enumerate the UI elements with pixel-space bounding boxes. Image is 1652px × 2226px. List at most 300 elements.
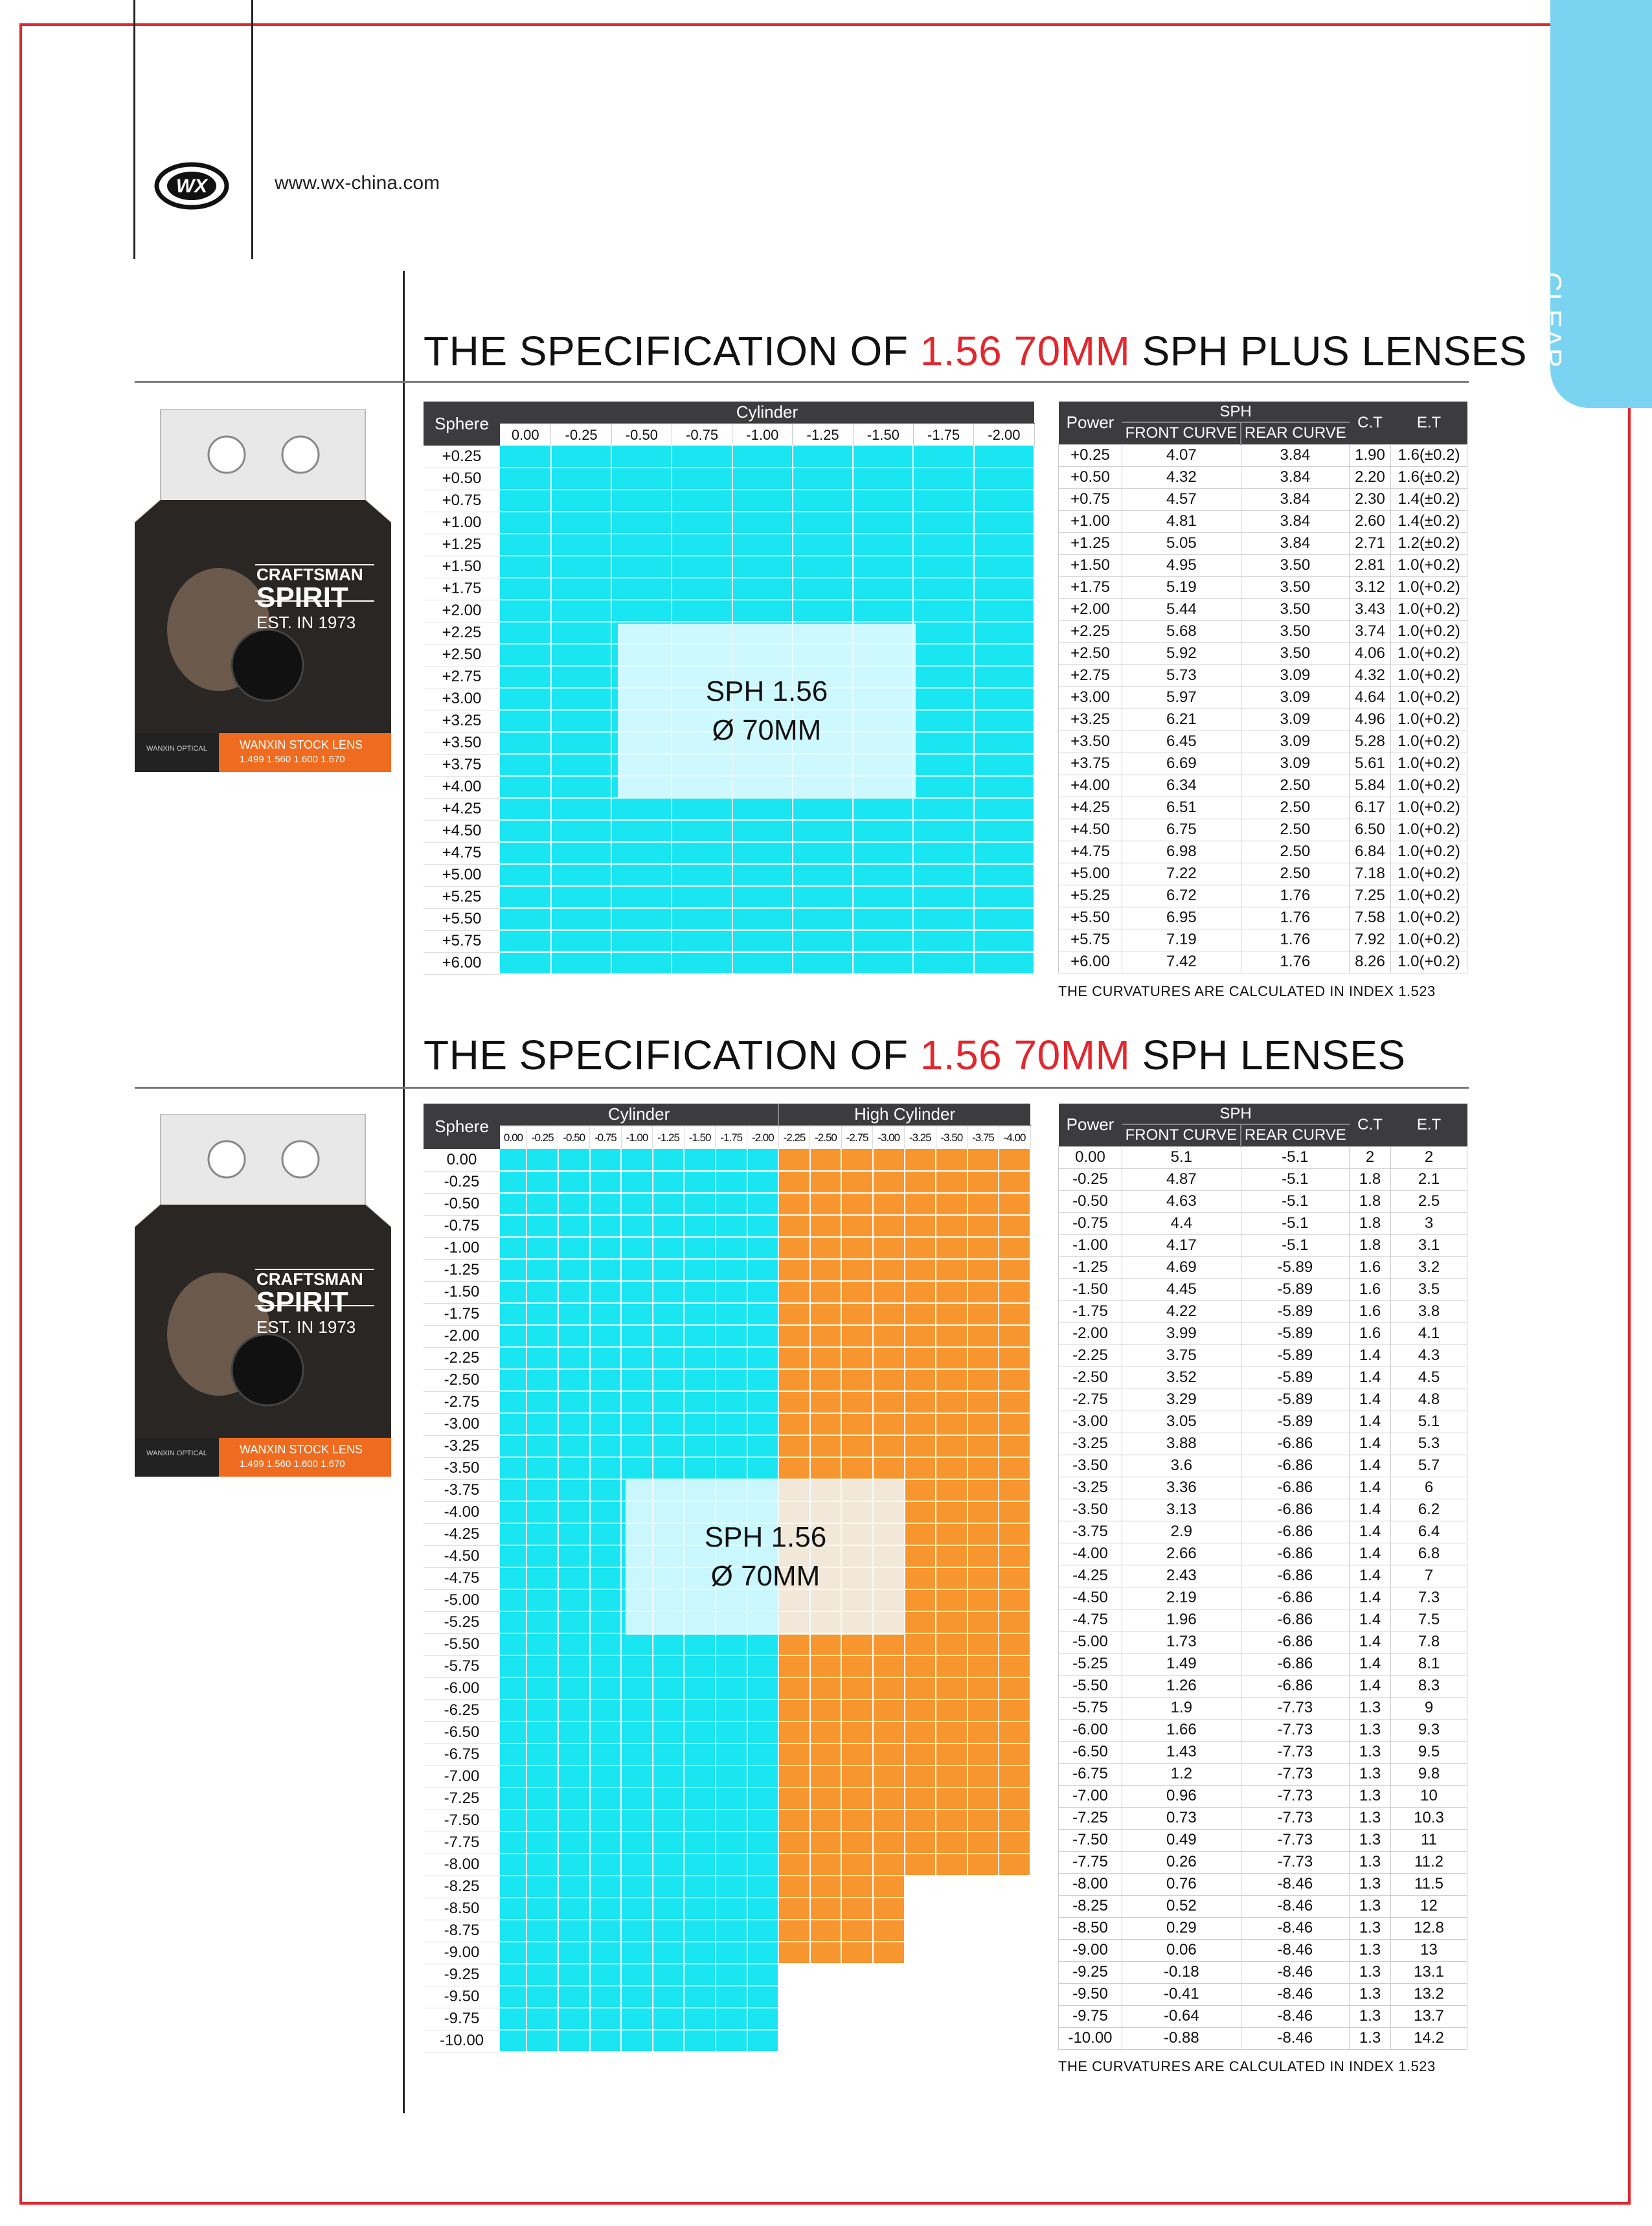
availability-cell bbox=[913, 512, 973, 534]
availability-cell bbox=[672, 930, 732, 952]
availability-cell bbox=[653, 1743, 685, 1766]
high-availability-cell bbox=[967, 1655, 999, 1677]
availability-cell bbox=[913, 842, 973, 864]
plus-index-note: THE CURVATURES ARE CALCULATED IN INDEX 1.523 bbox=[1058, 983, 1436, 999]
ct-value: 1.8 bbox=[1350, 1190, 1391, 1212]
power-value: +2.25 bbox=[1059, 620, 1122, 642]
high-availability-cell bbox=[873, 1391, 905, 1413]
availability-cell bbox=[500, 1766, 526, 1788]
availability-cell bbox=[500, 1413, 526, 1435]
availability-cell bbox=[500, 952, 551, 974]
high-availability-cell bbox=[873, 1435, 905, 1457]
high-availability-cell bbox=[841, 1876, 873, 1898]
front-curve-value: 4.81 bbox=[1122, 510, 1241, 532]
ct-value: 1.4 bbox=[1350, 1631, 1391, 1653]
front-curve-value: 4.32 bbox=[1122, 466, 1241, 488]
availability-cell bbox=[716, 1788, 747, 1810]
sphere-value: +0.50 bbox=[424, 468, 500, 490]
high-availability-cell bbox=[967, 1325, 999, 1347]
availability-cell bbox=[974, 842, 1034, 864]
table-row bbox=[1059, 1278, 1467, 1300]
ct-value: 1.4 bbox=[1350, 1543, 1391, 1565]
availability-cell bbox=[500, 1611, 526, 1633]
availability-cell bbox=[500, 1303, 526, 1325]
availability-cell bbox=[500, 1677, 526, 1699]
availability-cell bbox=[684, 1898, 716, 1920]
high-availability-cell bbox=[967, 1523, 999, 1545]
availability-cell bbox=[747, 1898, 779, 1920]
package-craftsman-text-2: CRAFTSMAN bbox=[256, 1269, 363, 1289]
availability-cell bbox=[526, 1523, 558, 1545]
availability-cell bbox=[913, 600, 973, 622]
front-curve-value: 1.43 bbox=[1122, 1741, 1241, 1763]
availability-cell bbox=[621, 1457, 653, 1479]
availability-cell bbox=[653, 1876, 685, 1898]
availability-cell bbox=[684, 1920, 716, 1942]
grid-row bbox=[424, 1898, 1030, 1920]
sphere-value: +0.25 bbox=[424, 446, 500, 468]
rear-curve-value: -6.86 bbox=[1241, 1565, 1349, 1587]
et-value: 3.2 bbox=[1391, 1256, 1467, 1278]
availability-cell bbox=[747, 1325, 779, 1347]
availability-cell bbox=[672, 886, 732, 908]
availability-cell bbox=[747, 2030, 779, 2052]
availability-cell bbox=[974, 600, 1034, 622]
ct-value: 8.26 bbox=[1350, 951, 1391, 973]
availability-cell bbox=[500, 600, 551, 622]
availability-cell bbox=[974, 798, 1034, 820]
table-row bbox=[1059, 1543, 1467, 1565]
sphere-value: +1.75 bbox=[424, 578, 500, 600]
availability-cell bbox=[913, 468, 973, 490]
front-curve-value: 0.06 bbox=[1122, 1939, 1241, 1961]
et-value: 11 bbox=[1391, 1829, 1467, 1851]
availability-cell bbox=[621, 1633, 653, 1655]
table-row bbox=[1059, 1653, 1467, 1675]
front-curve-value: 6.21 bbox=[1122, 709, 1241, 731]
availability-cell bbox=[500, 1567, 526, 1589]
availability-cell bbox=[621, 1876, 653, 1898]
high-availability-cell bbox=[936, 1369, 967, 1391]
availability-cell bbox=[621, 1721, 653, 1743]
availability-cell bbox=[558, 1479, 590, 1501]
availability-cell bbox=[590, 1281, 622, 1303]
availability-cell bbox=[913, 820, 973, 842]
et-value: 11.5 bbox=[1391, 1873, 1467, 1895]
grid-row bbox=[424, 2008, 1030, 2030]
availability-cell bbox=[747, 1171, 779, 1193]
minus-center-label bbox=[626, 1479, 905, 1635]
high-availability-cell bbox=[999, 1479, 1030, 1501]
power-value: +4.75 bbox=[1059, 841, 1122, 863]
table-row bbox=[1059, 532, 1467, 554]
empty-cell bbox=[999, 2008, 1030, 2030]
high-availability-cell bbox=[936, 1743, 967, 1766]
front-curve-value: 0.26 bbox=[1122, 1851, 1241, 1873]
table-row bbox=[1059, 1146, 1467, 1168]
availability-cell bbox=[526, 1567, 558, 1589]
availability-cell bbox=[551, 666, 611, 688]
availability-cell bbox=[558, 1699, 590, 1721]
grid-row bbox=[424, 1215, 1030, 1237]
availability-cell bbox=[653, 1413, 685, 1435]
power-value: +4.00 bbox=[1059, 775, 1122, 797]
et-value: 1.0(+0.2) bbox=[1391, 775, 1467, 797]
availability-cell bbox=[853, 468, 913, 490]
rear-curve-value: 1.76 bbox=[1241, 885, 1349, 907]
empty-cell bbox=[905, 1876, 936, 1898]
availability-cell bbox=[913, 776, 973, 798]
high-availability-cell bbox=[999, 1743, 1030, 1766]
availability-cell bbox=[551, 512, 611, 534]
availability-cell bbox=[684, 1237, 716, 1259]
availability-cell bbox=[672, 556, 732, 578]
availability-cell bbox=[716, 1677, 747, 1699]
high-availability-cell bbox=[967, 1501, 999, 1523]
availability-cell bbox=[558, 1589, 590, 1611]
availability-cell bbox=[500, 512, 551, 534]
availability-cell bbox=[551, 556, 611, 578]
grid-row bbox=[424, 864, 1034, 886]
rear-curve-value: 1.76 bbox=[1241, 929, 1349, 951]
rear-curve-value: -5.89 bbox=[1241, 1411, 1349, 1433]
availability-cell bbox=[653, 2008, 685, 2030]
availability-cell bbox=[500, 1589, 526, 1611]
availability-cell bbox=[611, 820, 672, 842]
availability-cell bbox=[747, 1721, 779, 1743]
high-availability-cell bbox=[936, 1171, 967, 1193]
availability-cell bbox=[551, 732, 611, 754]
front-curve-value: 4.07 bbox=[1122, 444, 1241, 466]
high-availability-cell bbox=[810, 1391, 842, 1413]
front-curve-value: 6.69 bbox=[1122, 753, 1241, 775]
high-availability-cell bbox=[936, 1655, 967, 1677]
table-row bbox=[1059, 797, 1467, 819]
sphere-value: -5.75 bbox=[424, 1655, 500, 1677]
power-value: -1.75 bbox=[1059, 1300, 1122, 1323]
availability-cell bbox=[672, 578, 732, 600]
high-availability-cell bbox=[999, 1633, 1030, 1655]
sphere-value: +2.75 bbox=[424, 666, 500, 688]
availability-cell bbox=[500, 1810, 526, 1832]
availability-cell bbox=[716, 1743, 747, 1766]
power-value: -3.50 bbox=[1059, 1455, 1122, 1477]
availability-cell bbox=[500, 644, 551, 666]
rear-curve-value: -8.46 bbox=[1241, 1917, 1349, 1939]
availability-cell bbox=[526, 1611, 558, 1633]
rear-curve-value: 3.84 bbox=[1241, 488, 1349, 510]
rear-curve-value: -8.46 bbox=[1241, 1873, 1349, 1895]
cylinder-value: -2.75 bbox=[841, 1126, 873, 1149]
ct-value: 1.3 bbox=[1350, 1851, 1391, 1873]
sphere-value: -4.50 bbox=[424, 1545, 500, 1567]
power-value: -4.75 bbox=[1059, 1609, 1122, 1631]
availability-cell bbox=[974, 732, 1034, 754]
power-value: -8.25 bbox=[1059, 1895, 1122, 1917]
grid-row bbox=[424, 1964, 1030, 1986]
rear-curve-value: -8.46 bbox=[1241, 1961, 1349, 1983]
ct-value: 1.3 bbox=[1350, 1873, 1391, 1895]
availability-cell bbox=[500, 666, 551, 688]
cylinder-value: -1.00 bbox=[732, 424, 793, 446]
et-value: 9.8 bbox=[1391, 1763, 1467, 1785]
availability-cell bbox=[500, 1237, 526, 1259]
cylinder-value: -0.25 bbox=[526, 1126, 558, 1149]
sphere-value: +4.50 bbox=[424, 820, 500, 842]
top-divider-left bbox=[133, 0, 135, 259]
availability-cell bbox=[716, 1854, 747, 1876]
high-availability-cell bbox=[999, 1369, 1030, 1391]
availability-cell bbox=[611, 600, 672, 622]
et-value: 12 bbox=[1391, 1895, 1467, 1917]
clear-tab-label: CLEAR bbox=[1537, 272, 1567, 370]
et-value: 1.0(+0.2) bbox=[1391, 929, 1467, 951]
high-availability-cell bbox=[936, 1435, 967, 1457]
cylinder-value: 0.00 bbox=[500, 1126, 526, 1149]
availability-cell bbox=[853, 842, 913, 864]
availability-cell bbox=[621, 1149, 653, 1171]
sphere-value: +2.50 bbox=[424, 644, 500, 666]
power-value: -5.50 bbox=[1059, 1675, 1122, 1697]
sphere-value: -6.50 bbox=[424, 1721, 500, 1743]
availability-cell bbox=[558, 1325, 590, 1347]
ct-value: 1.3 bbox=[1350, 1719, 1391, 1741]
table-row bbox=[1059, 2027, 1467, 2049]
minus-index-note: THE CURVATURES ARE CALCULATED IN INDEX 1.523 bbox=[1058, 2058, 1436, 2074]
availability-cell bbox=[653, 1677, 685, 1699]
availability-cell bbox=[621, 1655, 653, 1677]
high-availability-cell bbox=[999, 1655, 1030, 1677]
availability-cell bbox=[611, 468, 672, 490]
rear-curve-value: -5.89 bbox=[1241, 1256, 1349, 1278]
high-availability-cell bbox=[905, 1215, 936, 1237]
sphere-value: -5.50 bbox=[424, 1633, 500, 1655]
ct-value: 1.4 bbox=[1350, 1367, 1391, 1389]
et-value: 12.8 bbox=[1391, 1917, 1467, 1939]
sph-header: SPH bbox=[1122, 402, 1350, 422]
availability-cell bbox=[913, 798, 973, 820]
high-availability-cell bbox=[936, 1633, 967, 1655]
empty-cell bbox=[967, 1920, 999, 1942]
empty-cell bbox=[967, 1986, 999, 2008]
availability-cell bbox=[684, 1303, 716, 1325]
availability-cell bbox=[747, 1281, 779, 1303]
et-value: 7.5 bbox=[1391, 1609, 1467, 1631]
high-availability-cell bbox=[936, 1391, 967, 1413]
power-value: -2.00 bbox=[1059, 1323, 1122, 1345]
rear-curve-header: REAR CURVE bbox=[1241, 422, 1349, 444]
availability-cell bbox=[684, 1391, 716, 1413]
availability-cell bbox=[684, 1171, 716, 1193]
plus-center-label bbox=[618, 624, 916, 799]
availability-cell bbox=[684, 1743, 716, 1766]
availability-cell bbox=[526, 1655, 558, 1677]
table-row bbox=[1059, 1521, 1467, 1543]
package-spirit-text: SPIRIT bbox=[256, 582, 348, 613]
empty-cell bbox=[999, 1920, 1030, 1942]
availability-cell bbox=[653, 1788, 685, 1810]
high-availability-cell bbox=[841, 1237, 873, 1259]
availability-cell bbox=[747, 1655, 779, 1677]
sphere-value: +1.50 bbox=[424, 556, 500, 578]
availability-cell bbox=[913, 754, 973, 776]
rear-curve-value: 2.50 bbox=[1241, 775, 1349, 797]
rear-curve-value: -5.89 bbox=[1241, 1389, 1349, 1411]
high-availability-cell bbox=[810, 1413, 842, 1435]
high-cylinder-header: High Cylinder bbox=[778, 1104, 1030, 1126]
rear-curve-value: -5.1 bbox=[1241, 1234, 1349, 1256]
availability-cell bbox=[621, 1435, 653, 1457]
high-availability-cell bbox=[967, 1832, 999, 1854]
ct-value: 1.4 bbox=[1350, 1433, 1391, 1455]
power-value: -6.50 bbox=[1059, 1741, 1122, 1763]
power-value: -9.00 bbox=[1059, 1939, 1122, 1961]
empty-cell bbox=[873, 2008, 905, 2030]
sphere-value: +3.75 bbox=[424, 754, 500, 776]
high-availability-cell bbox=[936, 1281, 967, 1303]
high-availability-cell bbox=[999, 1149, 1030, 1171]
rear-curve-value: -8.46 bbox=[1241, 2027, 1349, 2049]
availability-cell bbox=[611, 864, 672, 886]
high-availability-cell bbox=[999, 1721, 1030, 1743]
sphere-value: +0.75 bbox=[424, 490, 500, 512]
availability-cell bbox=[590, 1699, 622, 1721]
table-row bbox=[1059, 1411, 1467, 1433]
availability-cell bbox=[793, 578, 853, 600]
ct-value: 2.81 bbox=[1350, 554, 1391, 576]
cylinder-value: -0.50 bbox=[558, 1126, 590, 1149]
high-availability-cell bbox=[778, 1259, 810, 1281]
availability-cell bbox=[716, 1391, 747, 1413]
high-availability-cell bbox=[999, 1413, 1030, 1435]
sphere-value: -1.75 bbox=[424, 1303, 500, 1325]
table-row bbox=[1059, 731, 1467, 753]
high-availability-cell bbox=[841, 1369, 873, 1391]
ct-value: 1.4 bbox=[1350, 1455, 1391, 1477]
high-availability-cell bbox=[999, 1589, 1030, 1611]
availability-cell bbox=[716, 1766, 747, 1788]
availability-cell bbox=[590, 1832, 622, 1854]
availability-cell bbox=[551, 842, 611, 864]
grid-row bbox=[424, 1369, 1030, 1391]
grid-row bbox=[424, 1281, 1030, 1303]
website-url[interactable]: www.wx-china.com bbox=[275, 172, 440, 194]
availability-cell bbox=[500, 2008, 526, 2030]
availability-cell bbox=[590, 1237, 622, 1259]
availability-cell bbox=[590, 1457, 622, 1479]
ct-header-2: C.T bbox=[1350, 1104, 1391, 1146]
high-availability-cell bbox=[905, 1413, 936, 1435]
power-value: +4.25 bbox=[1059, 797, 1122, 819]
sphere-value: -6.25 bbox=[424, 1699, 500, 1721]
availability-cell bbox=[551, 688, 611, 710]
sphere-value: +2.00 bbox=[424, 600, 500, 622]
availability-cell bbox=[747, 1964, 779, 1986]
ct-value: 1.4 bbox=[1350, 1609, 1391, 1631]
availability-cell bbox=[684, 1655, 716, 1677]
empty-cell bbox=[936, 1942, 967, 1964]
availability-cell bbox=[551, 864, 611, 886]
high-availability-cell bbox=[873, 1788, 905, 1810]
availability-cell bbox=[672, 446, 732, 468]
ct-value: 4.32 bbox=[1350, 664, 1391, 687]
table-row bbox=[1059, 841, 1467, 863]
high-availability-cell bbox=[873, 1677, 905, 1699]
ct-value: 7.92 bbox=[1350, 929, 1391, 951]
grid-row bbox=[424, 1766, 1030, 1788]
rear-curve-value: -5.89 bbox=[1241, 1278, 1349, 1300]
high-availability-cell bbox=[967, 1633, 999, 1655]
high-availability-cell bbox=[967, 1457, 999, 1479]
availability-cell bbox=[558, 1413, 590, 1435]
empty-cell bbox=[905, 1920, 936, 1942]
rear-curve-value: -5.1 bbox=[1241, 1190, 1349, 1212]
availability-cell bbox=[653, 1655, 685, 1677]
grid-row bbox=[424, 1677, 1030, 1699]
availability-cell bbox=[526, 1788, 558, 1810]
availability-cell bbox=[793, 556, 853, 578]
availability-cell bbox=[500, 1215, 526, 1237]
sphere-value: -3.25 bbox=[424, 1435, 500, 1457]
high-availability-cell bbox=[841, 1766, 873, 1788]
table-row bbox=[1059, 1829, 1467, 1851]
availability-cell bbox=[551, 710, 611, 732]
availability-cell bbox=[684, 1325, 716, 1347]
power-value: +4.50 bbox=[1059, 819, 1122, 841]
table-row bbox=[1059, 907, 1467, 929]
plus-section-rule bbox=[135, 381, 1469, 383]
front-curve-value: 1.26 bbox=[1122, 1675, 1241, 1697]
cylinder-value: -3.75 bbox=[967, 1126, 999, 1149]
availability-cell bbox=[558, 1633, 590, 1655]
front-curve-value: 5.1 bbox=[1122, 1146, 1241, 1168]
ct-value: 5.61 bbox=[1350, 753, 1391, 775]
table-row bbox=[1059, 620, 1467, 642]
ct-value: 6.50 bbox=[1350, 819, 1391, 841]
front-curve-value: 1.66 bbox=[1122, 1719, 1241, 1741]
high-availability-cell bbox=[810, 1876, 842, 1898]
high-availability-cell bbox=[905, 1325, 936, 1347]
front-curve-value: 1.9 bbox=[1122, 1697, 1241, 1719]
availability-cell bbox=[500, 908, 551, 930]
high-availability-cell bbox=[778, 1193, 810, 1215]
front-curve-value: -0.18 bbox=[1122, 1961, 1241, 1983]
grid-row bbox=[424, 534, 1034, 556]
high-availability-cell bbox=[778, 1788, 810, 1810]
availability-cell bbox=[500, 1149, 526, 1171]
high-availability-cell bbox=[967, 1766, 999, 1788]
et-value: 5.3 bbox=[1391, 1433, 1467, 1455]
high-availability-cell bbox=[999, 1281, 1030, 1303]
rear-curve-value: 2.50 bbox=[1241, 863, 1349, 885]
power-header-2: Power bbox=[1059, 1104, 1122, 1146]
high-availability-cell bbox=[905, 1193, 936, 1215]
high-availability-cell bbox=[873, 1743, 905, 1766]
front-curve-value: 4.4 bbox=[1122, 1212, 1241, 1234]
availability-cell bbox=[526, 1721, 558, 1743]
front-curve-value: 5.44 bbox=[1122, 598, 1241, 620]
availability-cell bbox=[526, 1325, 558, 1347]
availability-cell bbox=[747, 1633, 779, 1655]
power-value: +3.75 bbox=[1059, 753, 1122, 775]
high-availability-cell bbox=[967, 1435, 999, 1457]
availability-cell bbox=[793, 512, 853, 534]
ct-value: 2.30 bbox=[1350, 488, 1391, 510]
ct-value: 5.84 bbox=[1350, 775, 1391, 797]
availability-cell bbox=[672, 798, 732, 820]
high-availability-cell bbox=[873, 1325, 905, 1347]
availability-cell bbox=[853, 952, 913, 974]
